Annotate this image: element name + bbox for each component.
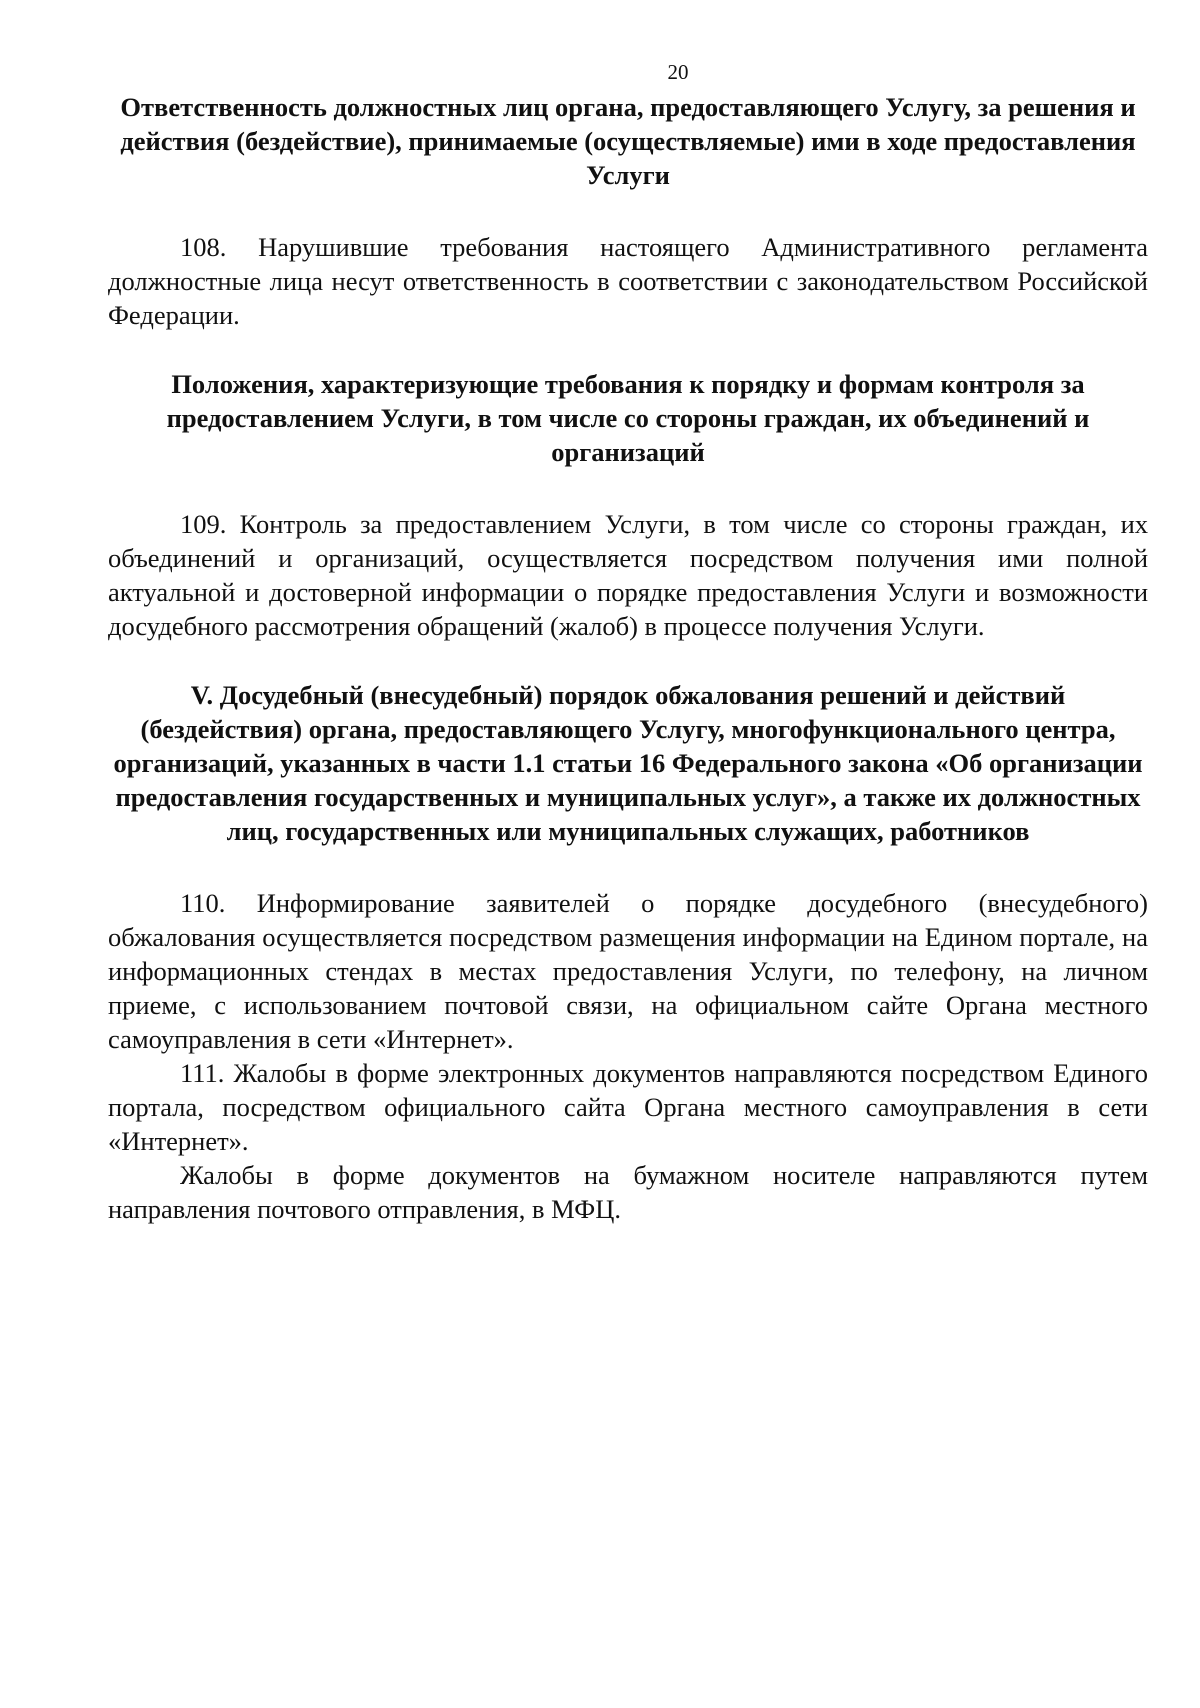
paragraph-109: 109. Контроль за предоставлением Услуги, в том числе со стороны граждан, их объединений и организаций, осуществляется посредством получения ими полной актуальной и достоверной информации о порядке предоставления Услуги и возможности досудебного рассмотрения обращений (жалоб) в процессе получения Услуги.	[108, 509, 1148, 641]
paragraph-111: 111. Жалобы в форме электронных документов направляются посредством Единого портала, посредством официального сайта Органа местного самоуправления в сети «Интернет».	[108, 1058, 1148, 1156]
spacer	[108, 469, 1148, 507]
document-page	[108, 58, 1148, 1226]
spacer	[108, 643, 1148, 678]
paragraph-110: 110. Информирование заявителей о порядке досудебного (внесудебного) обжалования осуществляется посредством размещения информации на Едином портале, на информационных стендах в местах предоставления Услуги, по телефону, на личном приеме, с использованием почтовой связи, на официальном сайте Органа местного самоуправления в сети «Интернет».	[108, 888, 1148, 1054]
page-number: 20	[667, 60, 689, 84]
spacer	[108, 848, 1148, 886]
spacer	[108, 192, 1148, 230]
spacer	[108, 332, 1148, 367]
paragraph-108: 108. Нарушившие требования настоящего Административного регламента должностные лица несут ответственность в соответствии с законодательством Российской Федерации.	[108, 232, 1148, 330]
paragraph-111-paper: Жалобы в форме документов на бумажном носителе направляются путем направления почтового отправления, в МФЦ.	[108, 1160, 1148, 1224]
section-heading-appeal: V. Досудебный (внесудебный) порядок обжалования решений и действий (бездействия) органа, предоставляющего Услугу, многофункционального центра, организаций, указанных в части 1.1 статьи 16 Федерального закона «Об организации предоставления государственных и муниципальных услуг», а также их должностных лиц, государственных или муниципальных служащих, работников	[113, 680, 1143, 846]
section-heading-control: Положения, характеризующие требования к порядку и формам контроля за предоставлением Услуги, в том числе со стороны граждан, их объединений и организаций	[166, 369, 1090, 467]
section-heading-responsibility: Ответственность должностных лиц органа, предоставляющего Услугу, за решения и действия (бездействие), принимаемые (осуществляемые) ими в ходе предоставления Услуги	[120, 92, 1136, 190]
